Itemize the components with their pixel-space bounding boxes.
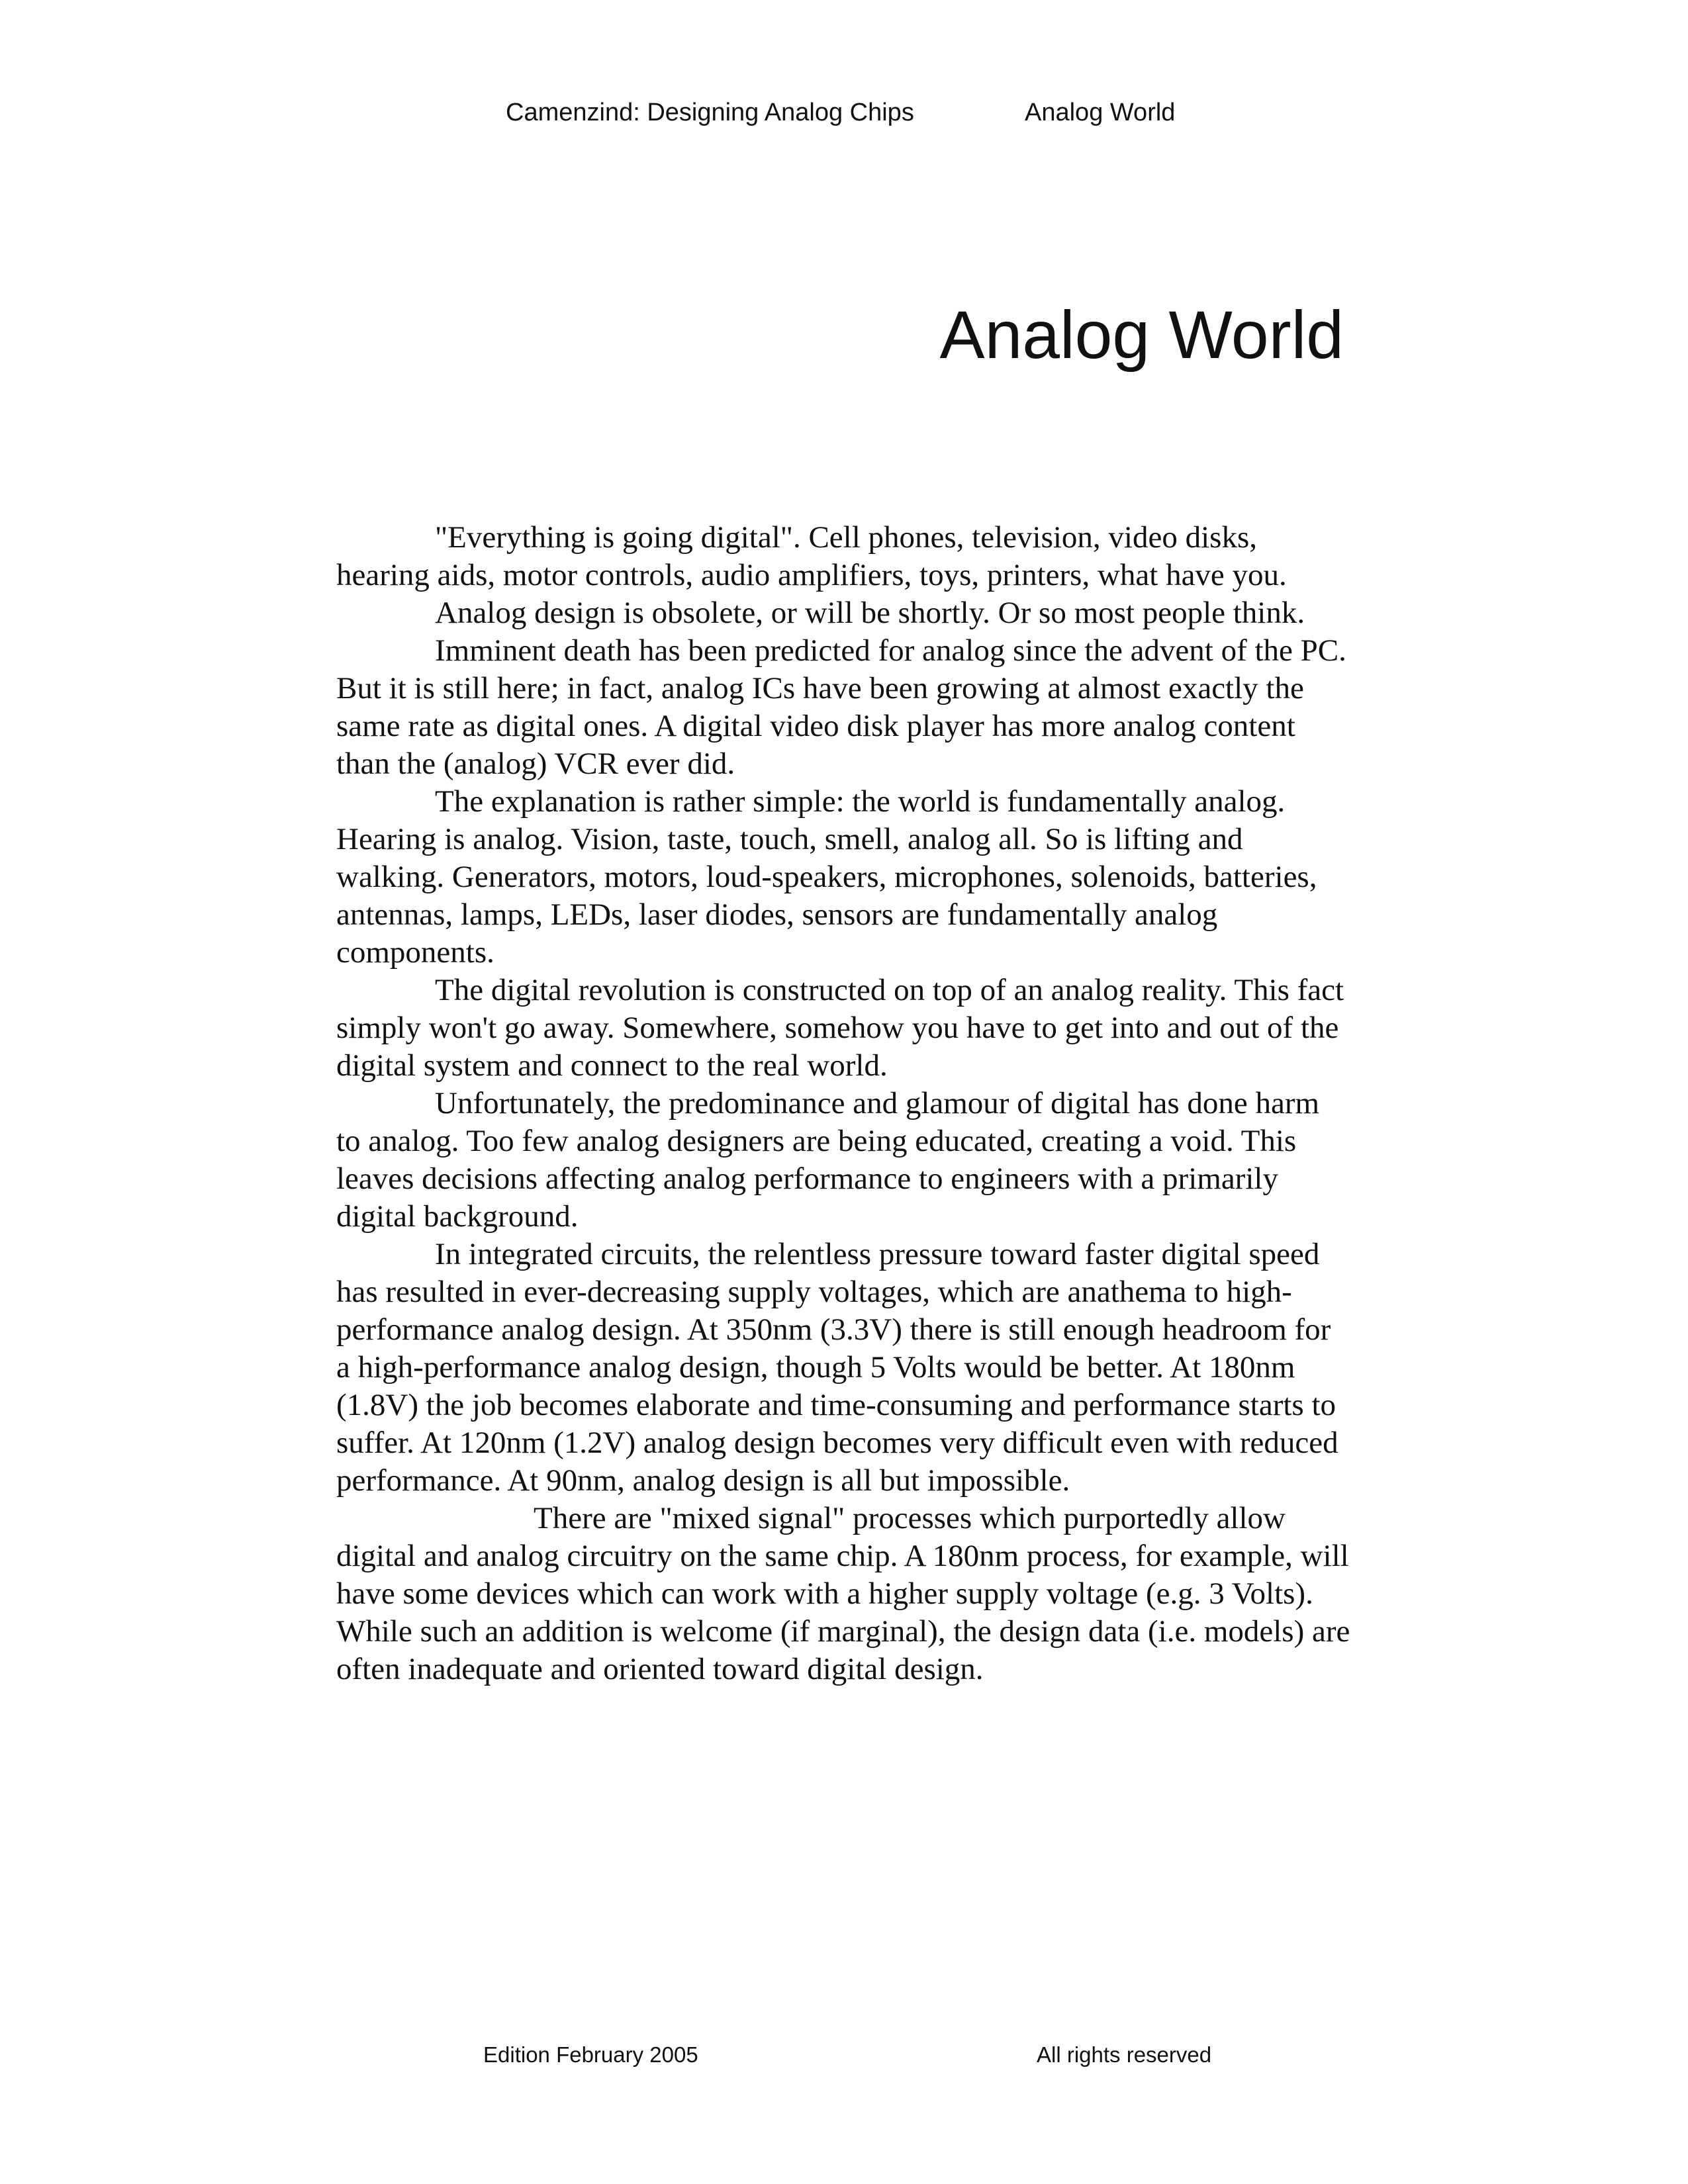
footer-rights: All rights reserved bbox=[1037, 2042, 1212, 2067]
running-header-book-title: Camenzind: Designing Analog Chips bbox=[506, 99, 914, 126]
paragraph-supply-voltages: In integrated circuits, the relentless pressure toward faster digital speed has resulted in ever-decreasing supply voltages, which are anathema to high-performance analog design. At 350nm (3.3V) there is still enough headroom for a high-performance analog design, though 5 Volts would be better. At 180nm (1.8V) the job becomes elaborate and time-consuming and performance starts to suffer. At 120nm (1.2V) analog design becomes very difficult even with reduced performance. At 90nm, analog design is all but impossible. bbox=[336, 1237, 1338, 1498]
paragraph-world-analog: The explanation is rather simple: the world is fundamentally analog. Hearing is analog. Vision, taste, touch, smell, analog all. So is lifting and walking. Generators, motors, loud-speakers, microphones, solenoids, batteries, antennas, lamps, LEDs, laser diodes, sensors are fundamentally analog components. bbox=[336, 784, 1317, 970]
footer-edition: Edition February 2005 bbox=[483, 2042, 698, 2067]
paragraph-imminent-death: Imminent death has been predicted for analog since the advent of the PC. But it is still here; in fact, analog ICs have been growing at almost exactly the same rate as digital ones. A digital video disk player has more analog content than the (analog) VCR ever did. bbox=[336, 633, 1346, 781]
chapter-title: Analog World bbox=[939, 297, 1344, 373]
paragraph-analog-obsolete: Analog design is obsolete, or will be shortly. Or so most people think. bbox=[435, 596, 1305, 630]
body-text bbox=[336, 519, 1350, 1688]
paragraph-glamour-of-digital: Unfortunately, the predominance and glamour of digital has done harm to analog. Too few analog designers are being educated, creating a void. This leaves decisions affecting analog performance to engineers with a primarily digital background. bbox=[336, 1086, 1320, 1234]
running-header-chapter: Analog World bbox=[1025, 99, 1176, 126]
paragraph-mixed-signal: There are "mixed signal" processes which purportedly allow digital and analog circuitry on the same chip. A 180nm process, for example, will have some devices which can work with a higher supply voltage (e.g. 3 Volts). While such an addition is welcome (if marginal), the design data (i.e. models) are often inadequate and oriented toward digital design. bbox=[336, 1501, 1350, 1686]
paragraph-digital-revolution: The digital revolution is constructed on top of an analog reality. This fact simply won't go away. Somewhere, somehow you have to get into and out of the digital system and connect to the real world. bbox=[336, 973, 1344, 1083]
paragraph-everything-digital: "Everything is going digital". Cell phones, television, video disks, hearing aids, motor controls, audio amplifiers, toys, printers, what have you. bbox=[336, 520, 1287, 592]
